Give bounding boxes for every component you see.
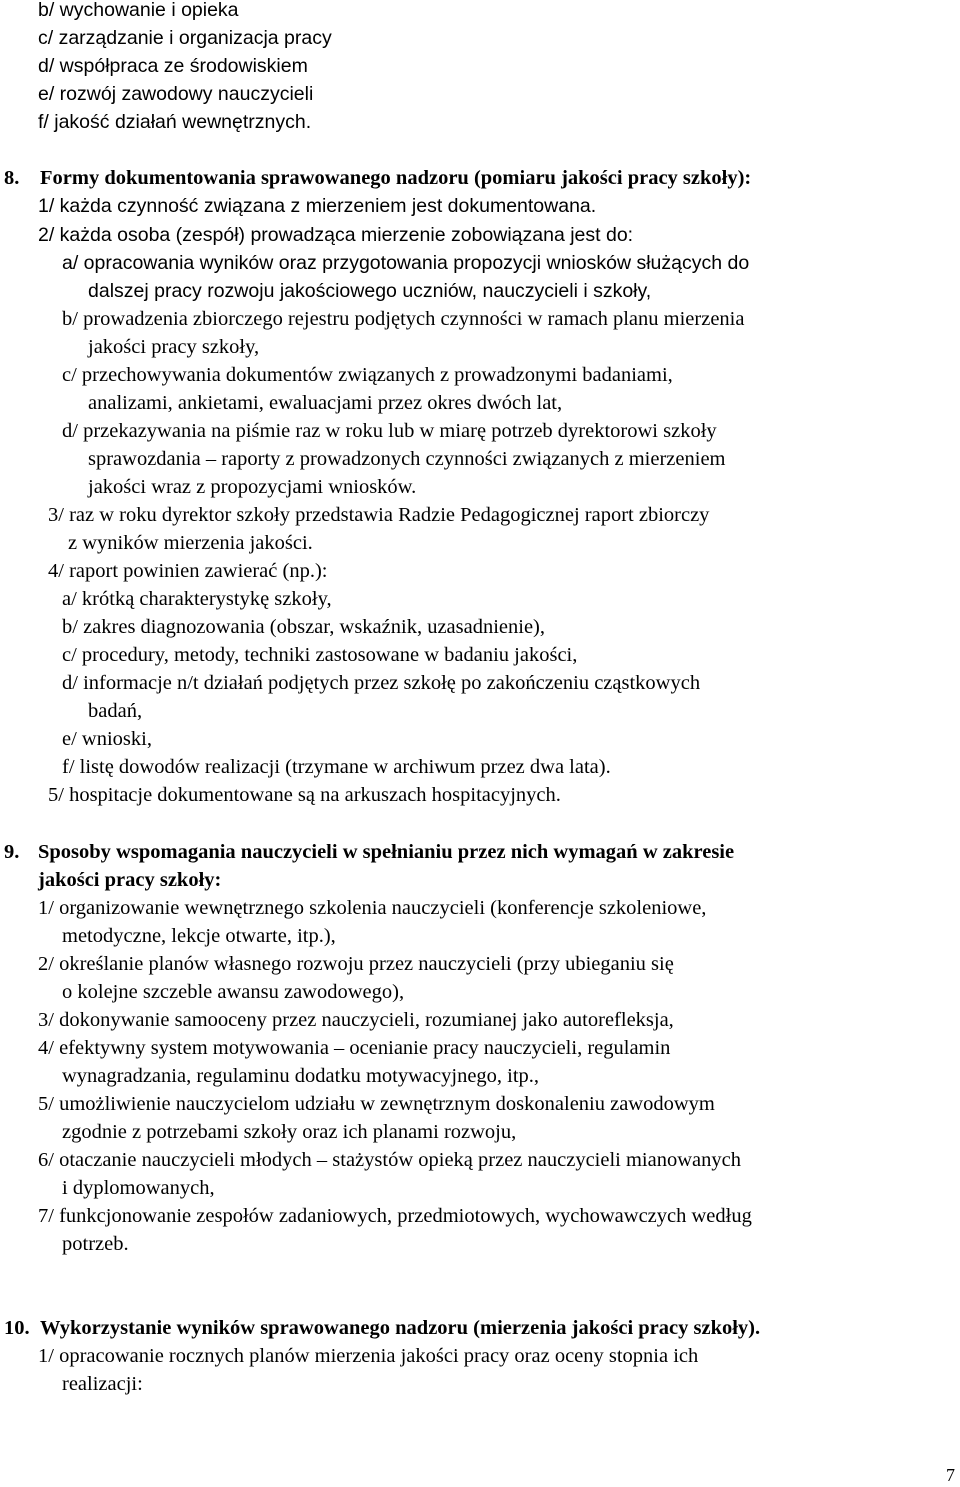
list-item: 6/ otaczanie nauczycieli młodych – stażystów opieką przez nauczycieli mianowanych	[38, 1149, 741, 1171]
list-item-continuation: sprawozdania – raporty z prowadzonych czynności związanych z mierzeniem	[88, 448, 726, 470]
list-item: a/ opracowania wyników oraz przygotowania propozycji wniosków służących do	[62, 252, 750, 274]
section-8-number: 8.	[4, 167, 20, 189]
paragraph: 1/ każda czynność związana z mierzeniem jest dokumentowana.	[38, 195, 597, 217]
list-item-continuation: metodyczne, lekcje otwarte, itp.),	[62, 925, 336, 947]
paragraph: 5/ hospitacje dokumentowane są na arkuszach hospitacyjnych.	[48, 784, 561, 806]
list-item: f/ jakość działań wewnętrznych.	[38, 111, 312, 133]
paragraph-continuation: z wyników mierzenia jakości.	[68, 532, 313, 554]
list-item: b/ prowadzenia zbiorczego rejestru podjętych czynności w ramach planu mierzenia	[62, 308, 745, 330]
list-item: 4/ efektywny system motywowania – ocenianie pracy nauczycieli, regulamin	[38, 1037, 671, 1059]
list-item-continuation: badań,	[88, 700, 143, 722]
list-item: 1/ opracowanie rocznych planów mierzenia jakości pracy oraz oceny stopnia ich	[38, 1345, 699, 1367]
list-item-continuation: jakości pracy szkoły,	[88, 336, 260, 358]
list-item: d/ przekazywania na piśmie raz w roku lub w miarę potrzeb dyrektorowi szkoły	[62, 420, 717, 442]
list-item-continuation: zgodnie z potrzebami szkoły oraz ich planami rozwoju,	[62, 1121, 517, 1143]
list-item: 3/ dokonywanie samooceny przez nauczycieli, rozumianej jako autorefleksja,	[38, 1009, 674, 1031]
list-item: c/ procedury, metody, techniki zastosowane w badaniu jakości,	[62, 644, 578, 666]
section-10-number: 10.	[4, 1317, 30, 1339]
paragraph: 3/ raz w roku dyrektor szkoły przedstawia Radzie Pedagogicznej raport zbiorczy	[48, 504, 710, 526]
list-item-continuation: potrzeb.	[62, 1233, 129, 1255]
list-item: b/ wychowanie i opieka	[38, 0, 239, 21]
list-item-continuation: o kolejne szczeble awansu zawodowego),	[62, 981, 405, 1003]
list-item: d/ informacje n/t działań podjętych przez szkołę po zakończeniu cząstkowych	[62, 672, 701, 694]
list-item: d/ współpraca ze środowiskiem	[38, 55, 308, 77]
section-9-heading-continuation: jakości pracy szkoły:	[38, 869, 222, 891]
list-item: e/ wnioski,	[62, 728, 152, 750]
list-item: b/ zakres diagnozowania (obszar, wskaźnik, uzasadnienie),	[62, 616, 546, 638]
list-item: c/ zarządzanie i organizacja pracy	[38, 27, 332, 49]
section-10-heading: Wykorzystanie wyników sprawowanego nadzoru (mierzenia jakości pracy szkoły).	[40, 1317, 761, 1339]
paragraph: 2/ każda osoba (zespół) prowadząca mierzenie zobowiązana jest do:	[38, 224, 634, 246]
list-item: 7/ funkcjonowanie zespołów zadaniowych, przedmiotowych, wychowawczych według	[38, 1205, 752, 1227]
list-item-continuation: analizami, ankietami, ewaluacjami przez okres dwóch lat,	[88, 392, 563, 414]
list-item-continuation: jakości wraz z propozycjami wniosków.	[88, 476, 417, 498]
list-item-continuation: wynagradzania, regulaminu dodatku motywacyjnego, itp.,	[62, 1065, 540, 1087]
list-item: 1/ organizowanie wewnętrznego szkolenia nauczycieli (konferencje szkoleniowe,	[38, 897, 707, 919]
list-item-continuation: i dyplomowanych,	[62, 1177, 215, 1199]
list-item: c/ przechowywania dokumentów związanych z prowadzonymi badaniami,	[62, 364, 673, 386]
list-item: a/ krótką charakterystykę szkoły,	[62, 588, 332, 610]
list-item: e/ rozwój zawodowy nauczycieli	[38, 83, 314, 105]
page-number: 7	[946, 1465, 955, 1485]
list-item: 2/ określanie planów własnego rozwoju przez nauczycieli (przy ubieganiu się	[38, 953, 674, 975]
list-item-continuation: realizacji:	[62, 1373, 143, 1395]
section-9-number: 9.	[4, 841, 20, 863]
list-item-continuation: dalszej pracy rozwoju jakościowego uczniów, nauczycieli i szkoły,	[88, 280, 652, 302]
section-8-heading: Formy dokumentowania sprawowanego nadzoru (pomiaru jakości pracy szkoły):	[40, 167, 752, 189]
section-9-heading: Sposoby wspomagania nauczycieli w spełnianiu przez nich wymagań w zakresie	[38, 841, 735, 863]
list-item: f/ listę dowodów realizacji (trzymane w archiwum przez dwa lata).	[62, 756, 611, 778]
list-item: 5/ umożliwienie nauczycielom udziału w zewnętrznym doskonaleniu zawodowym	[38, 1093, 715, 1115]
paragraph: 4/ raport powinien zawierać (np.):	[48, 560, 328, 582]
